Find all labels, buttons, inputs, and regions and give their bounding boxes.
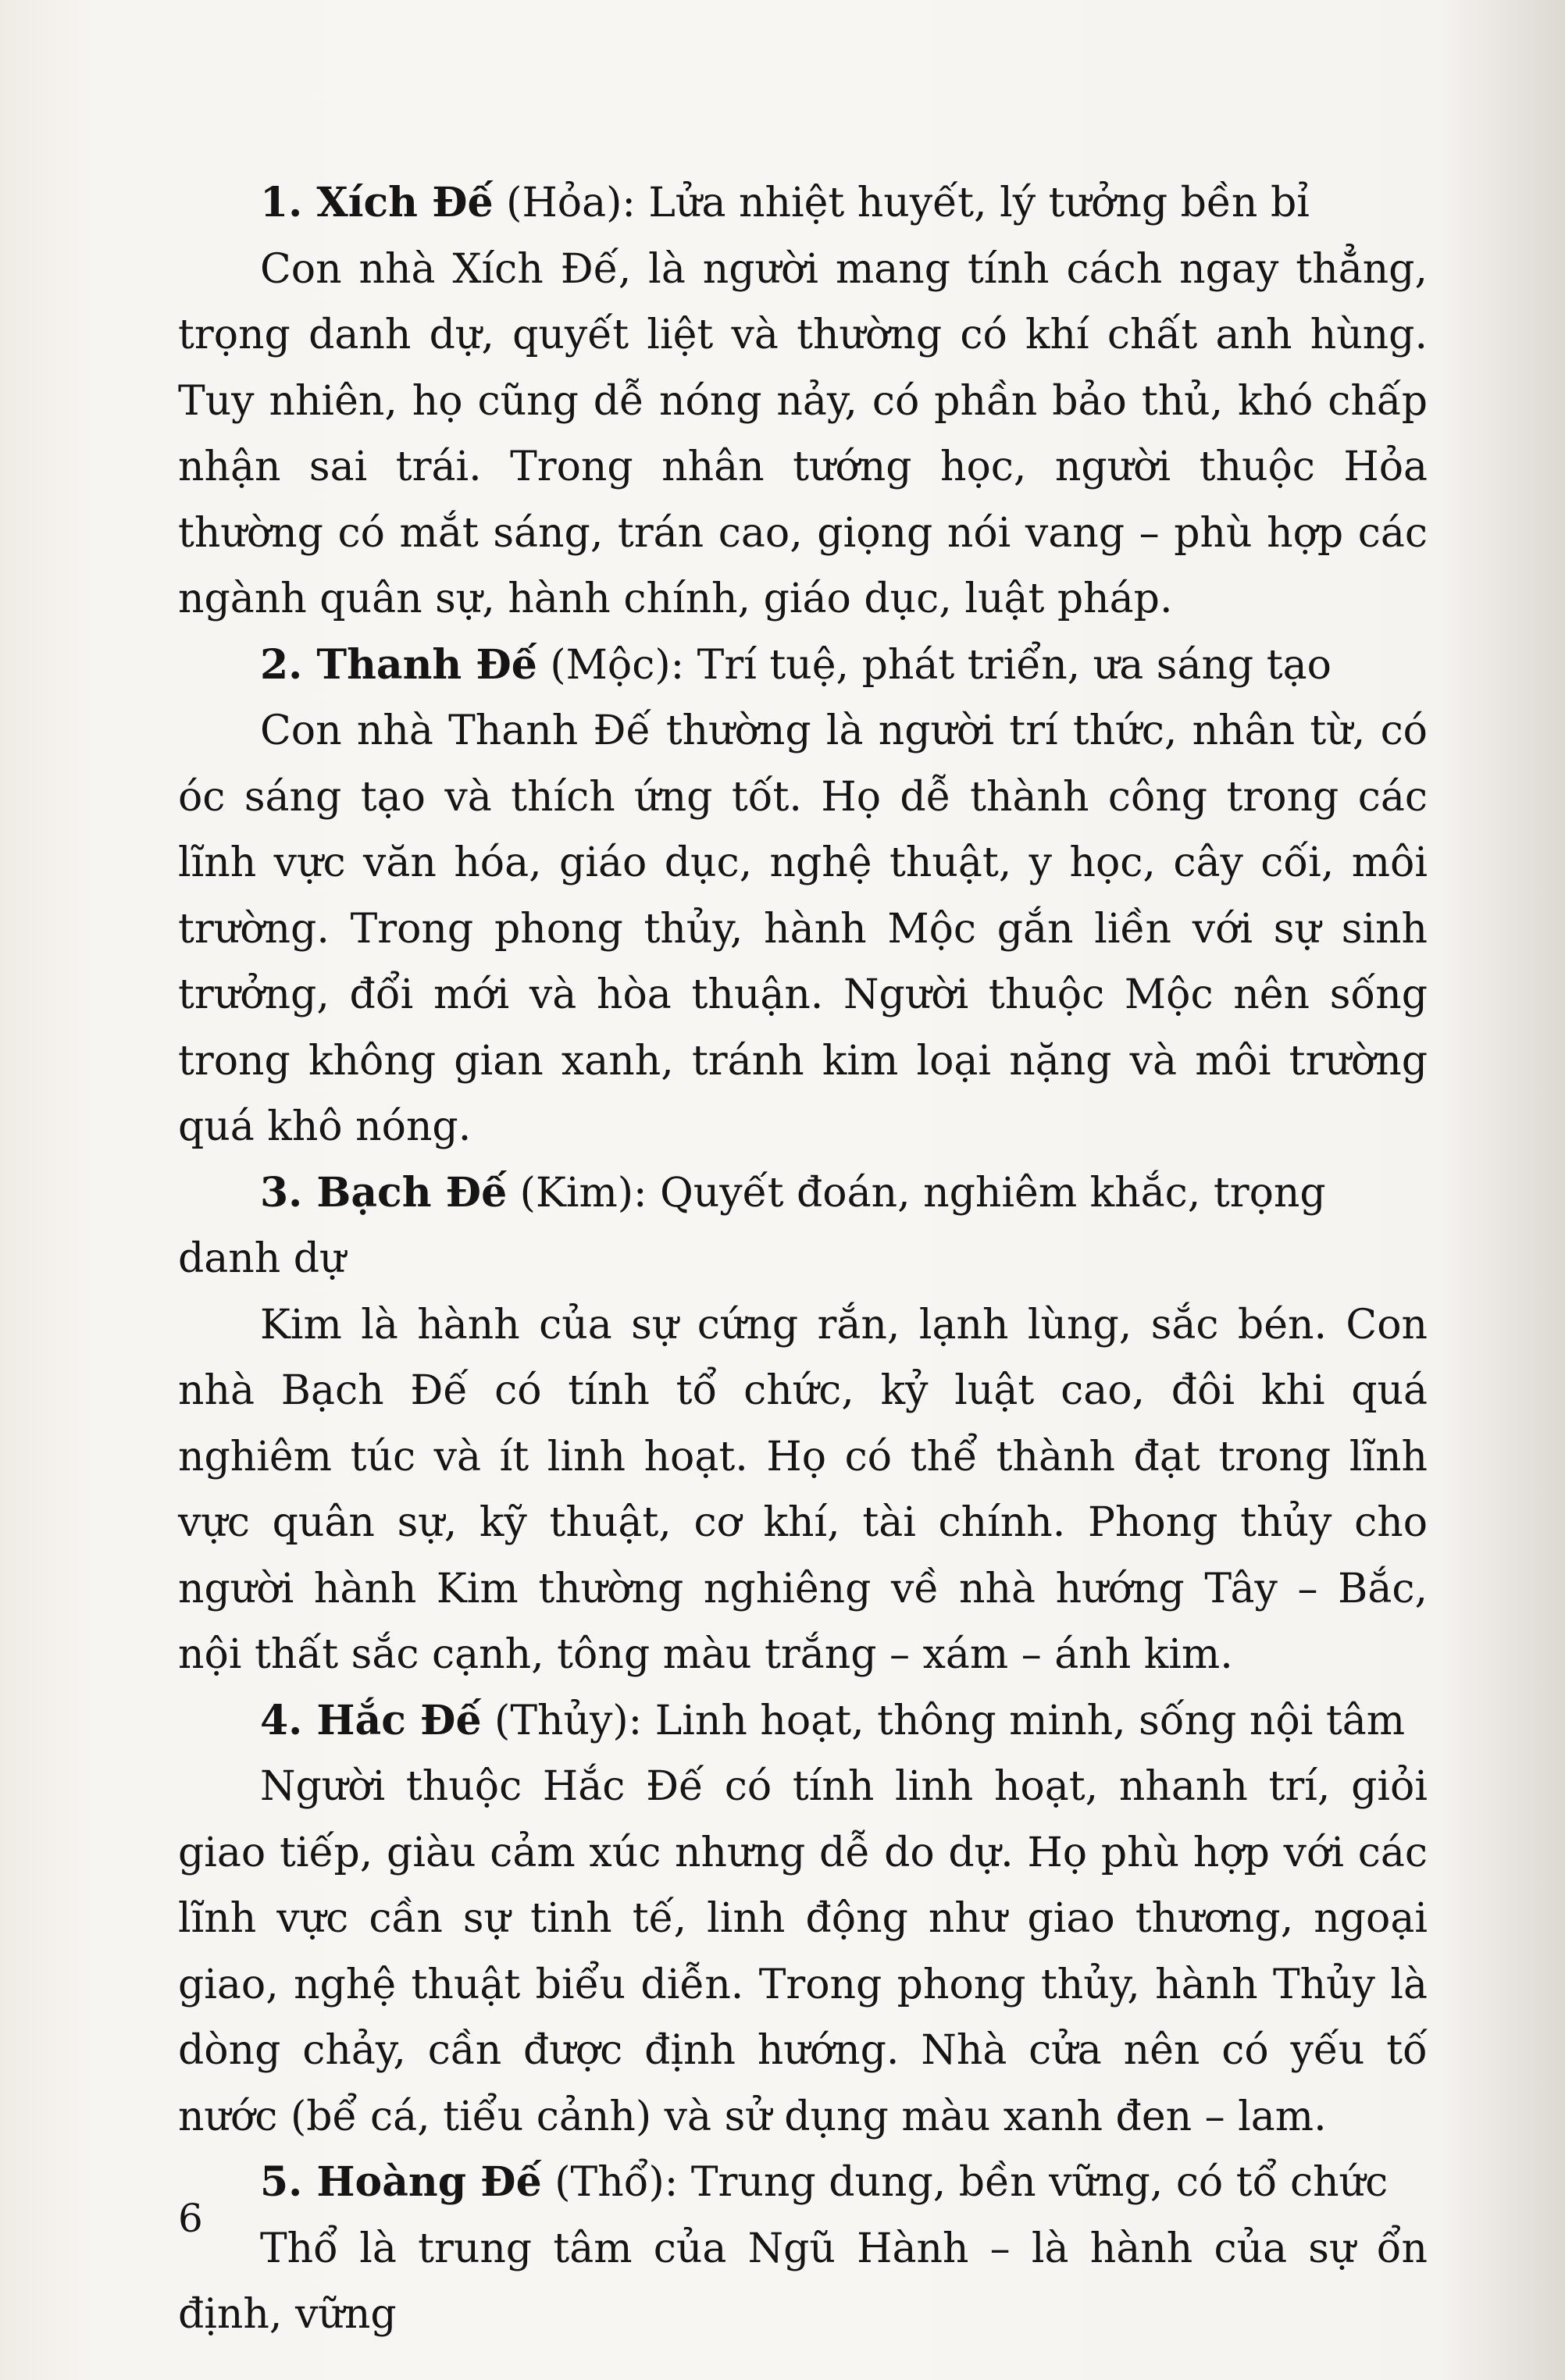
section-1-heading [178,170,1428,237]
page-number: 6 [178,2196,203,2241]
section-3-number: 3. [260,1168,303,1217]
section-2-title-text: Thanh Đế [316,640,537,689]
section-3-body: Kim là hành của sự cứng rắn, lạnh lùng, sắc bén. Con nhà Bạch Đế có tính tổ chức, kỷ luật cao, đôi khi quá nghiêm túc và ít linh hoạt. Họ có thể thành đạt trong lĩnh vực quân sự, kỹ thuật, cơ khí, tài chính. Phong thủy cho người hành Kim thường nghiêng về nhà hướng Tây – Bắc, nội thất sắc cạnh, tông màu trắng – xám – ánh kim. [178,1301,1428,1678]
section-4-title [260,1697,482,1744]
section-4-subtitle: (Thủy): Linh hoạt, thông minh, sống nội tâm [481,1697,1406,1744]
section-3-heading [178,1160,1428,1292]
section-5-title [260,2158,542,2206]
section-1-subtitle: (Hỏa): Lửa nhiệt huyết, lý tưởng bền bỉ [493,180,1310,226]
section-1-title-text: Xích Đế [316,179,494,226]
section-2-title [260,641,537,689]
section-3-title [260,1169,507,1217]
section-2-body: Con nhà Thanh Đế thường là người trí thức, nhân từ, có óc sáng tạo và thích ứng tốt. Họ dễ thành công trong các lĩnh vực văn hóa, giáo dục, nghệ thuật, y học, cây cối, môi trường. Trong phong thủy, hành Mộc gắn liền với sự sinh trưởng, đổi mới và hòa thuận. Người thuộc Mộc nên sống trong không gian xanh, tránh kim loại nặng và môi trường quá khô nóng. [178,707,1428,1150]
section-2-subtitle: (Mộc): Trí tuệ, phát triển, ưa sáng tạo [537,641,1331,689]
section-5-body: Thổ là trung tâm của Ngũ Hành – là hành của sự ổn định, vững [178,2225,1428,2338]
section-1-body: Con nhà Xích Đế, là người mang tính cách ngay thẳng, trọng danh dự, quyết liệt và thường có khí chất anh hùng. Tuy nhiên, họ cũng dễ nóng nảy, có phần bảo thủ, khó chấp nhận sai trái. Trong nhân tướng học, người thuộc Hỏa thường có mắt sáng, trán cao, giọng nói vang – phù hợp các ngành quân sự, hành chính, giáo dục, luật pháp. [178,245,1428,622]
page-text [178,170,1428,2348]
section-2-number: 2. [260,640,303,689]
section-5-title-text: Hoàng Đế [316,2158,542,2206]
section-5-number: 5. [260,2158,303,2206]
section-1-title [260,179,494,226]
section-4-body: Người thuộc Hắc Đế có tính linh hoạt, nhanh trí, giỏi giao tiếp, giàu cảm xúc nhưng dễ do dự. Họ phù hợp với các lĩnh vực cần sự tinh tế, linh động như giao thương, ngoại giao, nghệ thuật biểu diễn. Trong phong thủy, hành Thủy là dòng chảy, cần được định hướng. Nhà cửa nên có yếu tố nước (bể cá, tiểu cảnh) và sử dụng màu xanh đen – lam. [178,1763,1428,2140]
section-3-title-text: Bạch Đế [316,1168,508,1217]
section-4-heading [178,1688,1428,1755]
section-5-subtitle: (Thổ): Trung dung, bền vững, có tổ chức [541,2159,1389,2206]
section-1-number: 1. [260,179,303,226]
section-2-heading [178,632,1428,699]
section-4-title-text: Hắc Đế [316,1696,482,1744]
section-4-number: 4. [260,1696,303,1744]
section-5-heading [178,2150,1428,2216]
section-3-subtitle: (Kim): Quyết đoán, nghiêm khắc, trọng danh dự [178,1169,1326,1282]
